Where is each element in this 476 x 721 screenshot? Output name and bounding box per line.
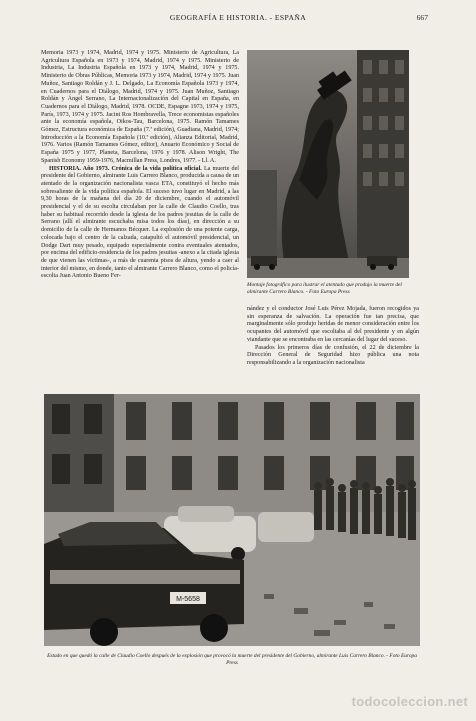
history-paragraph — [41, 166, 239, 282]
page-number: 667 — [416, 13, 428, 22]
photo2-caption: Estado en que quedó la calle de Claudio Coello después de la explosión que provocó la muerte del presidente del Gobierno, almirante Luis Carrero Blanco. - Foto Europa Press — [47, 653, 417, 666]
right-column — [247, 306, 419, 368]
right-paragraph-2: Pasados los primeros días de confusión, el 22 de diciembre la Dirección General de Seguridad hizo pública una nota responsabilizando a la organización nacionalista — [247, 344, 419, 366]
running-head: GEOGRAFÍA E HISTORIA. - ESPAÑA — [169, 13, 307, 22]
street-aftermath-illustration — [44, 394, 420, 646]
bibliography-paragraph: Memoria 1973 y 1974, Madrid, 1974 y 1975. Ministerio de Agricultura, La Agricultura Española en 1973 y 1974, Madrid, 1974 y 1975. Ministerio de Industria, La Industria Española en 1973 y 1974, Madrid, 1974 y 1975. Ministerio de Obras Públicas, Memoria 1973 y 1974, Madrid, 1974 y 1975. Juan Muñoz, Santiago Roldán y J. L. Delgado, La Economía Española 1973 y 1974, en Cuadernos para el Diálogo, Madrid, 1974 y 1975. Juan Muñoz, Santiago Roldán y Ángel Serrano, La Internacionalización del Capital en España, en Cuadernos para el Diálogo, Madrid, 1978. OCDE, Espagne 1973, 1974 y 1975, París, 1973, 1974 y 1975. Jacint Ros Hombravella, Trece economistas españoles ante la economía española, Oikos-Tau, Barcelona, 1975. Ramón Tamames Gómez, Estructura económica de España (7.ª edición), Guadiana, Madrid, 1974; Introducción a la Economía Española (10.ª edición), Alianza Editorial, Madrid, 1976. Varios (Ramón Tamames Gómez, editor), Anuario Económico y Social de España 1975 y 1977, Planeta, Barcelona, 1976 y 1978. Alison Wright, The Spanish Economy 1959-1976, Macmillan Press, Londres, 1977. - Ll. A. — [41, 50, 239, 164]
history-heading: HISTORIA. Año 1973. Crónica de la vida política oficial. — [49, 165, 202, 172]
explosion-montage-illustration — [247, 50, 409, 278]
history-text: La muerte del presidente del Gobierno, almirante Luis Carrero Blanco, producida a causa de un atentado de la organización nacionalista vasca ETA, constituyó el hecho más sobresaliente de la vida política española. El suceso tuvo lugar en Madrid, a las 9,30 horas de la mañana del día 20 de diciembre, cuando el automóvil presidencial y el de su escolta circulaban por la calle de Claudio Coello, tras haber su habitual recorrido desde la iglesia de los padres jesuitas de la calle de Serrano (allí el almirante escuchaba misa todos los días), en dirección a su domicilio de la calle de Hermanos Bécquer. La explosión de una potente carga, colocada bajo el centro de la calzada, catapultó el automóvil presidencial, un Dodge Dart muy pesado, equipado especialmente contra eventuales atentados, por encima del edificio-residencia de los padres jesuitas -anexo a la citada iglesia de que vienen las víctimas-, a más de cuarenta pisos de altura, yendo a caer al interior del mismo, en donde, tanto el almirante Carrero Blanco, como el policía-escolta Juan Antonio Bueno Fer- — [41, 165, 239, 280]
watermark — [352, 694, 468, 709]
watermark-tld: .net — [443, 694, 468, 709]
license-plate: M-5658 — [176, 596, 200, 603]
street-aftermath-photo — [44, 394, 420, 646]
photo1-caption: Montaje fotográfico para ilustrar el atentado que produjo la muerte del almirante Carrero Blanco. - Foto Europa Press — [247, 282, 402, 295]
left-column — [41, 50, 239, 281]
right-paragraph-1: nández y el conductor José Luis Pérez Mojada, fueron recogidos ya sin esperanza de salvación. La operación fue tan precisa, que marginalmente sólo produjo heridas de menor consideración entre los ocupantes del automóvil que escoltaba al del presidente y en algún viandante que se encontraba en las cercanías del lugar del suceso. — [247, 306, 419, 343]
page-header — [0, 13, 476, 25]
explosion-montage-photo — [247, 50, 409, 278]
watermark-brand: todocoleccion — [351, 694, 444, 709]
